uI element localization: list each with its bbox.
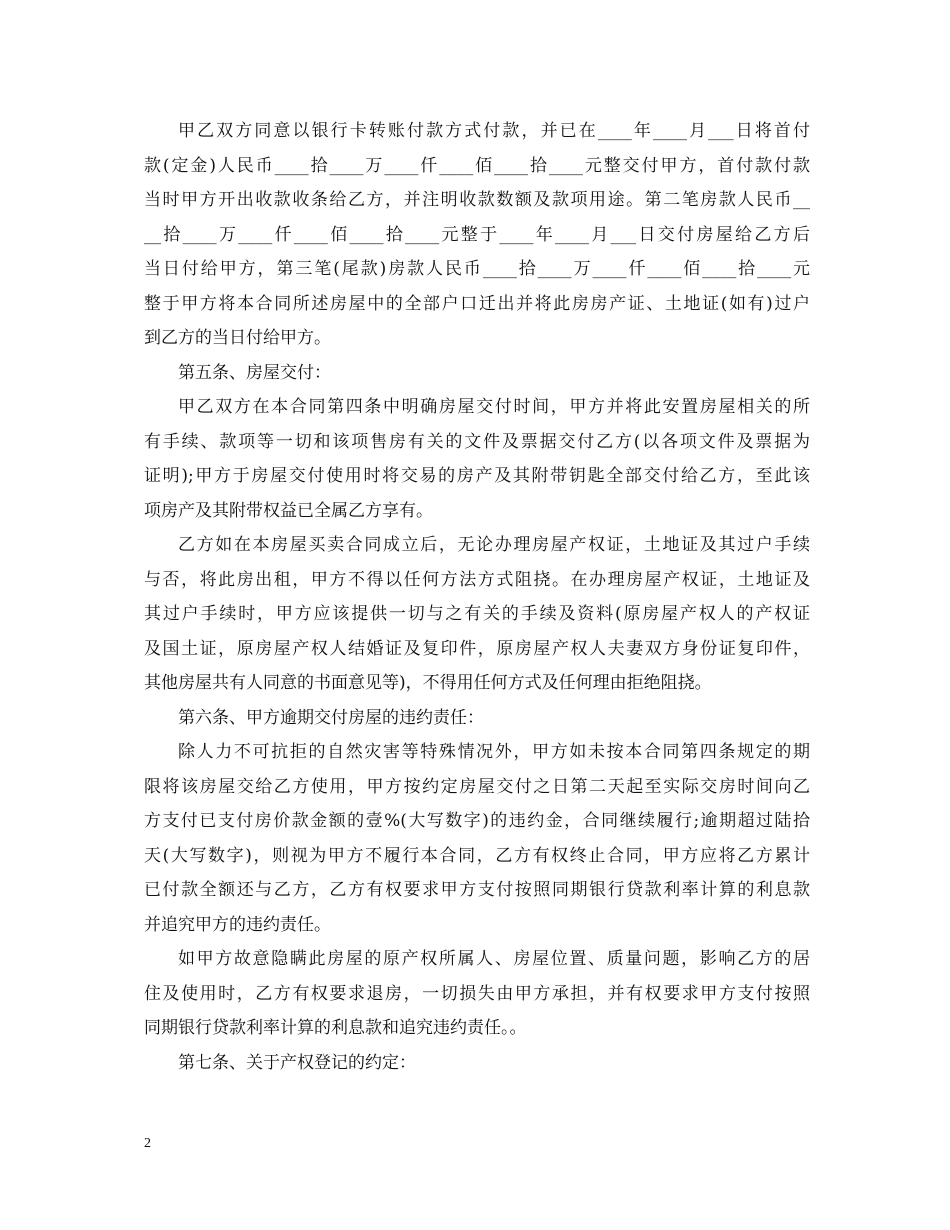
- text-line: 证明);甲方于房屋交付使用时将交易的房产及其附带钥匙全部交付给乙方，至此该: [144, 466, 810, 486]
- text-line: 第七条、关于产权登记的约定：: [178, 1052, 416, 1073]
- text-line: 住及使用时，乙方有权要求退房，一切损失由甲方承担，并有权要求甲方支付按照: [144, 983, 810, 1004]
- text-line: 第五条、房屋交付：: [178, 362, 331, 383]
- text-line: __拾____万____仟____佰____拾____元整于____年____月___日交付房屋给乙方后: [144, 224, 810, 245]
- text-line: 并追究甲方的违约责任。: [144, 914, 331, 935]
- text-line: 当日付给甲方，第三笔(尾款)房款人民币____拾____万____仟____佰____拾____元: [144, 259, 810, 279]
- text-line: 已付款全额还与乙方，乙方有权要求甲方支付按照同期银行贷款利率计算的利息款: [144, 880, 810, 900]
- text-line: 除人力不可抗拒的自然灾害等特殊情况外，甲方如未按本合同第四条规定的期: [178, 742, 810, 762]
- page-number: 2: [144, 1136, 151, 1151]
- text-line: 与否，将此房出租，甲方不得以任何方法方式阻挠。在办理房屋产权证，土地证及: [144, 569, 810, 590]
- text-line: 乙方如在本房屋买卖合同成立后，无论办理房屋产权证，土地证及其过户手续: [178, 535, 810, 555]
- text-line: 到乙方的当日付给甲方。: [144, 328, 331, 348]
- text-line: 甲乙双方在本合同第四条中明确房屋交付时间，甲方并将此安置房屋相关的所: [178, 397, 810, 417]
- text-line: 及国土证，原房屋产权人结婚证及复印件，原房屋产权人夫妻双方身份证复印件，: [144, 638, 810, 659]
- text-line: 其他房屋共有人同意的书面意见等)，不得用任何方式及任何理由拒绝阻挠。: [144, 673, 712, 693]
- text-line: 方支付已支付房价款金额的壹%(大写数字)的违约金，合同继续履行;逾期超过陆拾: [144, 811, 810, 831]
- text-line: 甲乙双方同意以银行卡转账付款方式付款，并已在____年____月___日将首付: [178, 121, 810, 141]
- text-line: 款(定金)人民币____拾____万____仟____佰____拾____元整交付甲方，首付款付款: [144, 155, 810, 176]
- text-line: 同期银行贷款利率计算的利息款和追究违约责任。。: [144, 1018, 527, 1038]
- text-line: 第六条、甲方逾期交付房屋的违约责任：: [178, 707, 484, 728]
- text-line: 当时甲方开出收款收条给乙方，并注明收款数额及款项用途。第二笔房款人民币__: [144, 190, 810, 210]
- text-line: 限将该房屋交给乙方使用，甲方按约定房屋交付之日第二天起至实际交房时间向乙: [144, 776, 810, 797]
- text-line: 项房产及其附带权益已全属乙方享有。: [144, 500, 433, 521]
- text-line: 整于甲方将本合同所述房屋中的全部户口迁出并将此房房产证、土地证(如有)过户: [144, 293, 810, 314]
- text-line: 天(大写数字)，则视为甲方不履行本合同，乙方有权终止合同，甲方应将乙方累计: [144, 845, 810, 866]
- text-line: 有手续、款项等一切和该项售房有关的文件及票据交付乙方(以各项文件及票据为: [144, 431, 810, 452]
- text-line: 其过户手续时，甲方应该提供一切与之有关的手续及资料(原房屋产权人的产权证: [144, 604, 810, 624]
- document-body: [144, 114, 810, 1080]
- text-line: 如甲方故意隐瞒此房屋的原产权所属人、房屋位置、质量问题，影响乙方的居: [178, 949, 810, 969]
